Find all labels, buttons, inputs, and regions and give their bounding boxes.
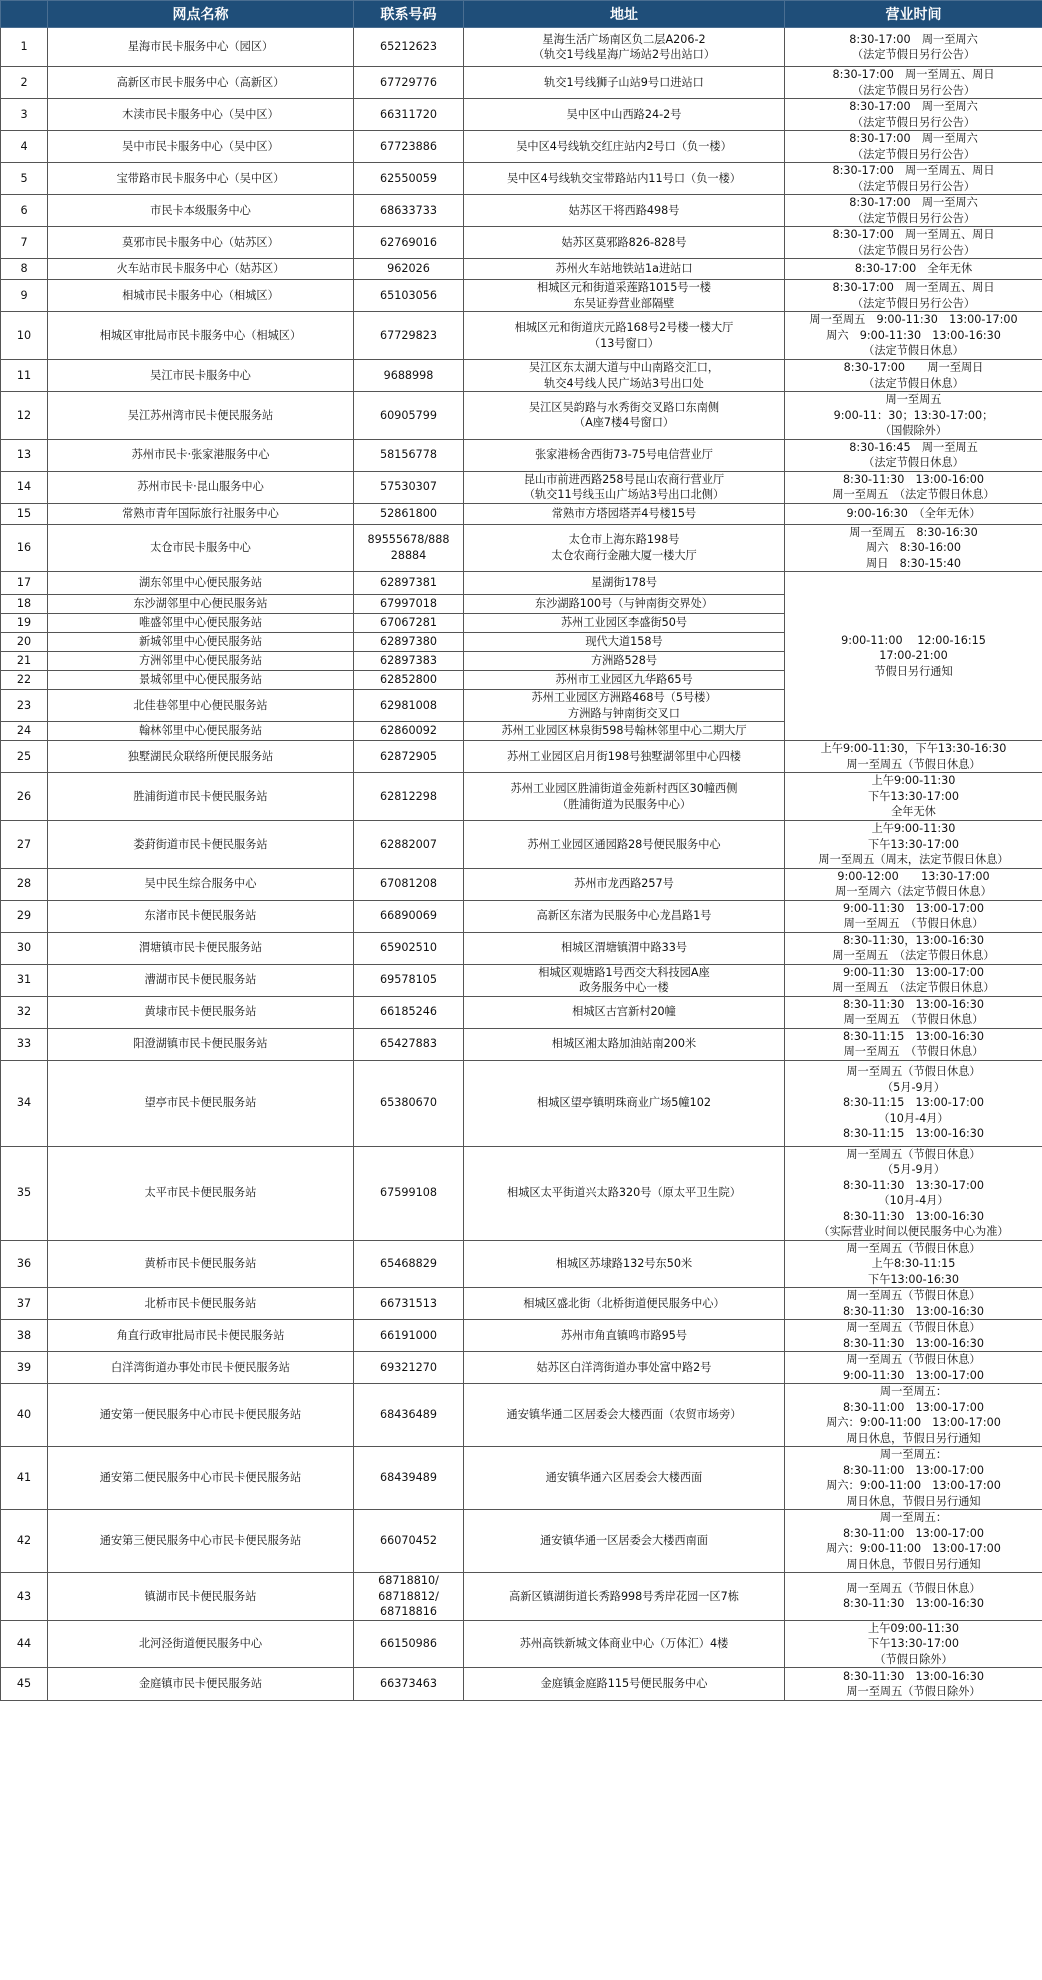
phone-cell: 62981008 bbox=[354, 690, 464, 722]
phone-cell: 89555678/888 28884 bbox=[354, 524, 464, 572]
table-row bbox=[1, 195, 1042, 227]
address-cell: 姑苏区干将西路498号 bbox=[464, 195, 785, 227]
outlet-name-cell: 景城邻里中心便民服务站 bbox=[48, 671, 354, 690]
hours-cell: 8:30-17:00 周一至周五、周日 （法定节假日另行公告） bbox=[785, 227, 1042, 259]
hours-cell: 8:30-17:00 周一至周五、周日 （法定节假日另行公告） bbox=[785, 280, 1042, 312]
row-number-cell: 9 bbox=[1, 280, 48, 312]
outlet-name-cell: 太平市民卡便民服务站 bbox=[48, 1146, 354, 1240]
row-number-cell: 32 bbox=[1, 996, 48, 1028]
outlet-name-cell: 高新区市民卡服务中心（高新区） bbox=[48, 67, 354, 99]
address-cell: 姑苏区莫邪路826-828号 bbox=[464, 227, 785, 259]
header-address: 地址 bbox=[464, 1, 785, 28]
address-cell: 苏州工业园区李盛街50号 bbox=[464, 614, 785, 633]
hours-cell: 8:30-17:00 周一至周日 （法定节假日休息） bbox=[785, 360, 1042, 392]
address-cell: 苏州市角直镇鸣市路95号 bbox=[464, 1320, 785, 1352]
address-cell: 相城区元和街道采莲路1015号一楼 东吴证券营业部隔壁 bbox=[464, 280, 785, 312]
table-row bbox=[1, 964, 1042, 996]
address-cell: 姑苏区白洋湾街道办事处富中路2号 bbox=[464, 1352, 785, 1384]
phone-cell: 60905799 bbox=[354, 392, 464, 440]
hours-cell: 8:30-11:30 13:00-16:30 周一至周五（节假日除外） bbox=[785, 1668, 1042, 1701]
community-hours-cell: 9:00-11:00 12:00-16:15 17:00-21:00 节假日另行通知 bbox=[785, 572, 1042, 741]
table-row bbox=[1, 227, 1042, 259]
hours-cell: 9:00-16:30 （全年无休） bbox=[785, 503, 1042, 524]
phone-cell: 62812298 bbox=[354, 773, 464, 821]
row-number-cell: 43 bbox=[1, 1573, 48, 1621]
row-number-cell: 40 bbox=[1, 1384, 48, 1447]
hours-cell: 8:30-17:00 周一至周五、周日 （法定节假日另行公告） bbox=[785, 67, 1042, 99]
phone-cell: 65212623 bbox=[354, 28, 464, 67]
phone-cell: 65103056 bbox=[354, 280, 464, 312]
table-row bbox=[1, 900, 1042, 932]
outlet-name-cell: 火车站市民卡服务中心（姑苏区） bbox=[48, 259, 354, 280]
row-number-cell: 38 bbox=[1, 1320, 48, 1352]
outlet-name-cell: 吴中市民卡服务中心（吴中区） bbox=[48, 131, 354, 163]
address-cell: 苏州市龙西路257号 bbox=[464, 868, 785, 900]
phone-cell: 57530307 bbox=[354, 471, 464, 503]
phone-cell: 65380670 bbox=[354, 1060, 464, 1146]
address-cell: 通安镇华通二区居委会大楼西面（农贸市场旁） bbox=[464, 1384, 785, 1447]
hours-cell: 8:30-17:00 周一至周六 （法定节假日另行公告） bbox=[785, 195, 1042, 227]
outlet-name-cell: 娄葑街道市民卡便民服务站 bbox=[48, 821, 354, 869]
table-row bbox=[1, 1668, 1042, 1701]
row-number-cell: 2 bbox=[1, 67, 48, 99]
outlet-name-cell: 新城邻里中心便民服务站 bbox=[48, 633, 354, 652]
hours-cell: 周一至周五（节假日休息） 8:30-11:30 13:00-16:30 bbox=[785, 1320, 1042, 1352]
phone-cell: 66191000 bbox=[354, 1320, 464, 1352]
table-row bbox=[1, 1320, 1042, 1352]
hours-cell: 周一至周五 9:00-11:30 13:00-17:00 周六 9:00-11:30 13:00-16:30 （法定节假日休息） bbox=[785, 312, 1042, 360]
hours-cell: 周一至周五： 8:30-11:00 13:00-17:00 周六：9:00-11:00 13:00-17:00 周日休息，节假日另行通知 bbox=[785, 1447, 1042, 1510]
outlet-name-cell: 通安第三便民服务中心市民卡便民服务站 bbox=[48, 1510, 354, 1573]
row-number-cell: 25 bbox=[1, 741, 48, 773]
outlet-name-cell: 苏州市民卡·昆山服务中心 bbox=[48, 471, 354, 503]
row-number-cell: 13 bbox=[1, 439, 48, 471]
outlet-name-cell: 白洋湾街道办事处市民卡便民服务站 bbox=[48, 1352, 354, 1384]
hours-cell: 周一至周五（节假日休息） 8:30-11:30 13:00-16:30 bbox=[785, 1573, 1042, 1621]
phone-cell: 68439489 bbox=[354, 1447, 464, 1510]
hours-cell: 9:00-12:00 13:30-17:00 周一至周六（法定节假日休息） bbox=[785, 868, 1042, 900]
row-number-cell: 35 bbox=[1, 1146, 48, 1240]
hours-cell: 8:30-11:30 13:00-16:00 周一至周五 （法定节假日休息） bbox=[785, 471, 1042, 503]
table-row bbox=[1, 131, 1042, 163]
row-number-cell: 6 bbox=[1, 195, 48, 227]
hours-cell: 周一至周五： 8:30-11:00 13:00-17:00 周六：9:00-11:00 13:00-17:00 周日休息，节假日另行通知 bbox=[785, 1384, 1042, 1447]
row-number-cell: 23 bbox=[1, 690, 48, 722]
phone-cell: 69578105 bbox=[354, 964, 464, 996]
address-cell: 相城区元和街道庆元路168号2号楼一楼大厅 （13号窗口） bbox=[464, 312, 785, 360]
phone-cell: 66070452 bbox=[354, 1510, 464, 1573]
phone-cell: 66731513 bbox=[354, 1288, 464, 1320]
table-body bbox=[1, 28, 1042, 1701]
phone-cell: 67729776 bbox=[354, 67, 464, 99]
address-cell: 吴中区4号线轨交宝带路站内11号口（负一楼） bbox=[464, 163, 785, 195]
outlet-name-cell: 阳澄湖镇市民卡便民服务站 bbox=[48, 1028, 354, 1060]
row-number-cell: 7 bbox=[1, 227, 48, 259]
row-number-cell: 27 bbox=[1, 821, 48, 869]
phone-cell: 69321270 bbox=[354, 1352, 464, 1384]
table-row bbox=[1, 1028, 1042, 1060]
phone-cell: 62852800 bbox=[354, 671, 464, 690]
address-cell: 昆山市前进西路258号昆山农商行营业厅 （轨交11号线玉山广场站3号出口北侧） bbox=[464, 471, 785, 503]
hours-cell: 8:30-11:30 13:00-16:30 周一至周五 （节假日休息） bbox=[785, 996, 1042, 1028]
outlet-name-cell: 渭塘镇市民卡便民服务站 bbox=[48, 932, 354, 964]
row-number-cell: 1 bbox=[1, 28, 48, 67]
row-number-cell: 30 bbox=[1, 932, 48, 964]
row-number-cell: 16 bbox=[1, 524, 48, 572]
hours-cell: 8:30-17:00 周一至周六 （法定节假日另行公告） bbox=[785, 131, 1042, 163]
hours-cell: 8:30-17:00 周一至周六 （法定节假日另行公告） bbox=[785, 28, 1042, 67]
outlet-name-cell: 吴江市民卡服务中心 bbox=[48, 360, 354, 392]
hours-cell: 8:30-17:00 全年无休 bbox=[785, 259, 1042, 280]
outlet-name-cell: 太仓市民卡服务中心 bbox=[48, 524, 354, 572]
hours-cell: 周一至周五（节假日休息） 8:30-11:30 13:00-16:30 bbox=[785, 1288, 1042, 1320]
row-number-cell: 11 bbox=[1, 360, 48, 392]
address-cell: 通安镇华通一区居委会大楼西南面 bbox=[464, 1510, 785, 1573]
table-row bbox=[1, 259, 1042, 280]
outlet-name-cell: 望亭市民卡便民服务站 bbox=[48, 1060, 354, 1146]
hours-cell: 上午9:00-11:30 下午13:30-17:00 全年无休 bbox=[785, 773, 1042, 821]
outlet-name-cell: 木渎市民卡服务中心（吴中区） bbox=[48, 99, 354, 131]
hours-cell: 上午9:00-11:30，下午13:30-16:30 周一至周五（节假日休息） bbox=[785, 741, 1042, 773]
phone-cell: 68436489 bbox=[354, 1384, 464, 1447]
outlet-name-cell: 宝带路市民卡服务中心（吴中区） bbox=[48, 163, 354, 195]
phone-cell: 68633733 bbox=[354, 195, 464, 227]
table-row bbox=[1, 1447, 1042, 1510]
table-row bbox=[1, 280, 1042, 312]
hours-cell: 周一至周五（节假日休息） 9:00-11:30 13:00-17:00 bbox=[785, 1352, 1042, 1384]
table-row bbox=[1, 1146, 1042, 1240]
row-number-cell: 29 bbox=[1, 900, 48, 932]
phone-cell: 67599108 bbox=[354, 1146, 464, 1240]
row-number-cell: 8 bbox=[1, 259, 48, 280]
address-cell: 常熟市方塔园塔弄4号楼15号 bbox=[464, 503, 785, 524]
table-row bbox=[1, 1510, 1042, 1573]
row-number-cell: 45 bbox=[1, 1668, 48, 1701]
outlet-name-cell: 北佳巷邻里中心便民服务站 bbox=[48, 690, 354, 722]
address-cell: 相城区盛北街（北桥街道便民服务中心） bbox=[464, 1288, 785, 1320]
address-cell: 相城区望亭镇明珠商业广场5幢102 bbox=[464, 1060, 785, 1146]
row-number-cell: 34 bbox=[1, 1060, 48, 1146]
address-cell: 苏州市工业园区九华路65号 bbox=[464, 671, 785, 690]
table-row bbox=[1, 163, 1042, 195]
table-row bbox=[1, 392, 1042, 440]
outlet-name-cell: 相城区审批局市民卡服务中心（相城区） bbox=[48, 312, 354, 360]
phone-cell: 62882007 bbox=[354, 821, 464, 869]
hours-cell: 9:00-11:30 13:00-17:00 周一至周五 （节假日休息） bbox=[785, 900, 1042, 932]
table-row bbox=[1, 1240, 1042, 1288]
phone-cell: 65902510 bbox=[354, 932, 464, 964]
phone-cell: 67723886 bbox=[354, 131, 464, 163]
outlet-name-cell: 翰林邻里中心便民服务站 bbox=[48, 722, 354, 741]
address-cell: 方洲路528号 bbox=[464, 652, 785, 671]
table-row bbox=[1, 1288, 1042, 1320]
hours-cell: 周一至周五： 8:30-11:00 13:00-17:00 周六：9:00-11:00 13:00-17:00 周日休息，节假日另行通知 bbox=[785, 1510, 1042, 1573]
phone-cell: 62860092 bbox=[354, 722, 464, 741]
outlet-name-cell: 独墅湖民众联络所便民服务站 bbox=[48, 741, 354, 773]
address-cell: 吴中区4号线轨交红庄站内2号口（负一楼） bbox=[464, 131, 785, 163]
outlet-name-cell: 角直行政审批局市民卡便民服务站 bbox=[48, 1320, 354, 1352]
address-cell: 苏州工业园区通园路28号便民服务中心 bbox=[464, 821, 785, 869]
table-row bbox=[1, 996, 1042, 1028]
address-cell: 相城区渭塘镇渭中路33号 bbox=[464, 932, 785, 964]
row-number-cell: 37 bbox=[1, 1288, 48, 1320]
outlet-name-cell: 黄桥市民卡便民服务站 bbox=[48, 1240, 354, 1288]
hours-cell: 周一至周五（节假日休息） （5月-9月） 8:30-11:15 13:00-17:00 （10月-4月） 8:30-11:15 13:00-16:30 bbox=[785, 1060, 1042, 1146]
outlet-name-cell: 湖东邻里中心便民服务站 bbox=[48, 572, 354, 595]
row-number-cell: 12 bbox=[1, 392, 48, 440]
outlet-name-cell: 唯盛邻里中心便民服务站 bbox=[48, 614, 354, 633]
phone-cell: 67067281 bbox=[354, 614, 464, 633]
outlet-name-cell: 市民卡本级服务中心 bbox=[48, 195, 354, 227]
table-row bbox=[1, 360, 1042, 392]
row-number-cell: 17 bbox=[1, 572, 48, 595]
hours-cell: 8:30-11:15 13:00-16:30 周一至周五 （节假日休息） bbox=[785, 1028, 1042, 1060]
phone-cell: 62550059 bbox=[354, 163, 464, 195]
row-number-cell: 21 bbox=[1, 652, 48, 671]
address-cell: 苏州工业园区启月街198号独墅湖邻里中心四楼 bbox=[464, 741, 785, 773]
phone-cell: 65468829 bbox=[354, 1240, 464, 1288]
address-cell: 金庭镇金庭路115号便民服务中心 bbox=[464, 1668, 785, 1701]
row-number-cell: 33 bbox=[1, 1028, 48, 1060]
header-phone: 联系号码 bbox=[354, 1, 464, 28]
header-outlet-name: 网点名称 bbox=[48, 1, 354, 28]
phone-cell: 62897381 bbox=[354, 572, 464, 595]
hours-cell: 8:30-17:00 周一至周五、周日 （法定节假日另行公告） bbox=[785, 163, 1042, 195]
row-number-cell: 18 bbox=[1, 595, 48, 614]
row-number-cell: 41 bbox=[1, 1447, 48, 1510]
phone-cell: 62769016 bbox=[354, 227, 464, 259]
hours-cell: 上午09:00-11:30 下午13:30-17:00 （节假日除外） bbox=[785, 1620, 1042, 1668]
address-cell: 相城区古宫新村20幢 bbox=[464, 996, 785, 1028]
row-number-cell: 3 bbox=[1, 99, 48, 131]
table-row bbox=[1, 312, 1042, 360]
phone-cell: 65427883 bbox=[354, 1028, 464, 1060]
address-cell: 相城区苏埭路132号东50米 bbox=[464, 1240, 785, 1288]
phone-cell: 52861800 bbox=[354, 503, 464, 524]
header-hours: 营业时间 bbox=[785, 1, 1042, 28]
table-row bbox=[1, 932, 1042, 964]
outlet-name-cell: 吴中民生综合服务中心 bbox=[48, 868, 354, 900]
phone-cell: 66150986 bbox=[354, 1620, 464, 1668]
address-cell: 星湖街178号 bbox=[464, 572, 785, 595]
address-cell: 苏州工业园区林泉街598号翰林邻里中心二期大厅 bbox=[464, 722, 785, 741]
row-number-cell: 31 bbox=[1, 964, 48, 996]
row-number-cell: 19 bbox=[1, 614, 48, 633]
address-cell: 吴江区东太湖大道与中山南路交汇口， 轨交4号线人民广场站3号出口处 bbox=[464, 360, 785, 392]
phone-cell: 67729823 bbox=[354, 312, 464, 360]
address-cell: 相城区湘太路加油站南200米 bbox=[464, 1028, 785, 1060]
hours-cell: 上午9:00-11:30 下午13:30-17:00 周一至周五（周末，法定节假日休息） bbox=[785, 821, 1042, 869]
outlet-name-cell: 苏州市民卡·张家港服务中心 bbox=[48, 439, 354, 471]
address-cell: 苏州火车站地铁站1a进站口 bbox=[464, 259, 785, 280]
hours-cell: 周一至周五 9:00-11：30；13:30-17:00； （国假除外） bbox=[785, 392, 1042, 440]
phone-cell: 68718810/ 68718812/ 68718816 bbox=[354, 1573, 464, 1621]
table-row bbox=[1, 471, 1042, 503]
table-row bbox=[1, 439, 1042, 471]
table-row bbox=[1, 1060, 1042, 1146]
table-row bbox=[1, 1573, 1042, 1621]
hours-cell: 9:00-11:30 13:00-17:00 周一至周五 （法定节假日休息） bbox=[785, 964, 1042, 996]
address-cell: 相城区太平街道兴太路320号（原太平卫生院） bbox=[464, 1146, 785, 1240]
outlet-name-cell: 东沙湖邻里中心便民服务站 bbox=[48, 595, 354, 614]
table-row bbox=[1, 524, 1042, 572]
phone-cell: 66890069 bbox=[354, 900, 464, 932]
row-number-cell: 4 bbox=[1, 131, 48, 163]
outlet-name-cell: 东渚市民卡便民服务站 bbox=[48, 900, 354, 932]
table-row bbox=[1, 1352, 1042, 1384]
address-cell: 苏州工业园区胜浦街道金苑新村西区30幢西侧 （胜浦街道为民服务中心） bbox=[464, 773, 785, 821]
row-number-cell: 14 bbox=[1, 471, 48, 503]
phone-cell: 58156778 bbox=[354, 439, 464, 471]
phone-cell: 9688998 bbox=[354, 360, 464, 392]
address-cell: 吴中区中山西路24-2号 bbox=[464, 99, 785, 131]
outlet-name-cell: 相城市民卡服务中心（相城区） bbox=[48, 280, 354, 312]
address-cell: 苏州工业园区方洲路468号（5号楼） 方洲路与钟南街交叉口 bbox=[464, 690, 785, 722]
hours-cell: 周一至周五（节假日休息） （5月-9月） 8:30-11:30 13:30-17:00 （10月-4月） 8:30-11:30 13:00-16:30 （实际营业时间以便民服务中心为准） bbox=[785, 1146, 1042, 1240]
phone-cell: 62872905 bbox=[354, 741, 464, 773]
row-number-cell: 42 bbox=[1, 1510, 48, 1573]
outlet-name-cell: 方洲邻里中心便民服务站 bbox=[48, 652, 354, 671]
phone-cell: 962026 bbox=[354, 259, 464, 280]
outlet-name-cell: 北桥市民卡便民服务站 bbox=[48, 1288, 354, 1320]
address-cell: 相城区观塘路1号西交大科技园A座 政务服务中心一楼 bbox=[464, 964, 785, 996]
phone-cell: 66311720 bbox=[354, 99, 464, 131]
hours-cell: 周一至周五（节假日休息） 上午8:30-11:15 下午13:00-16:30 bbox=[785, 1240, 1042, 1288]
outlet-name-cell: 通安第二便民服务中心市民卡便民服务站 bbox=[48, 1447, 354, 1510]
phone-cell: 67997018 bbox=[354, 595, 464, 614]
row-number-cell: 28 bbox=[1, 868, 48, 900]
address-cell: 东沙湖路100号（与钟南街交界处） bbox=[464, 595, 785, 614]
address-cell: 星海生活广场南区负二层A206-2 （轨交1号线星海广场站2号出站口） bbox=[464, 28, 785, 67]
outlet-name-cell: 吴江苏州湾市民卡便民服务站 bbox=[48, 392, 354, 440]
hours-cell: 周一至周五 8:30-16:30 周六 8:30-16:00 周日 8:30-15:40 bbox=[785, 524, 1042, 572]
outlet-name-cell: 黄埭市民卡便民服务站 bbox=[48, 996, 354, 1028]
row-number-cell: 44 bbox=[1, 1620, 48, 1668]
table-row bbox=[1, 773, 1042, 821]
row-number-cell: 5 bbox=[1, 163, 48, 195]
address-cell: 高新区镇湖街道长秀路998号秀岸花园一区7栋 bbox=[464, 1573, 785, 1621]
table-row bbox=[1, 99, 1042, 131]
outlet-name-cell: 金庭镇市民卡便民服务站 bbox=[48, 1668, 354, 1701]
row-number-cell: 20 bbox=[1, 633, 48, 652]
address-cell: 吴江区吴韵路与水秀街交叉路口东南侧 （A座7楼4号窗口） bbox=[464, 392, 785, 440]
outlet-name-cell: 镇湖市民卡便民服务站 bbox=[48, 1573, 354, 1621]
phone-cell: 67081208 bbox=[354, 868, 464, 900]
row-number-cell: 15 bbox=[1, 503, 48, 524]
hours-cell: 8:30-11:30，13:00-16:30 周一至周五 （法定节假日休息） bbox=[785, 932, 1042, 964]
header-no bbox=[1, 1, 48, 28]
address-cell: 通安镇华通六区居委会大楼西面 bbox=[464, 1447, 785, 1510]
outlet-name-cell: 常熟市青年国际旅行社服务中心 bbox=[48, 503, 354, 524]
table-row bbox=[1, 572, 1042, 595]
row-number-cell: 10 bbox=[1, 312, 48, 360]
phone-cell: 62897383 bbox=[354, 652, 464, 671]
row-number-cell: 39 bbox=[1, 1352, 48, 1384]
table-row bbox=[1, 67, 1042, 99]
outlet-name-cell: 莫邪市民卡服务中心（姑苏区） bbox=[48, 227, 354, 259]
row-number-cell: 26 bbox=[1, 773, 48, 821]
address-cell: 苏州高铁新城文体商业中心（万体汇）4楼 bbox=[464, 1620, 785, 1668]
header-row bbox=[1, 1, 1042, 28]
row-number-cell: 24 bbox=[1, 722, 48, 741]
address-cell: 张家港杨舍西街73-75号电信营业厅 bbox=[464, 439, 785, 471]
address-cell: 轨交1号线狮子山站9号口进站口 bbox=[464, 67, 785, 99]
table-row bbox=[1, 1620, 1042, 1668]
address-cell: 高新区东渚为民服务中心龙昌路1号 bbox=[464, 900, 785, 932]
row-number-cell: 22 bbox=[1, 671, 48, 690]
table-row bbox=[1, 821, 1042, 869]
table-row bbox=[1, 1384, 1042, 1447]
phone-cell: 66373463 bbox=[354, 1668, 464, 1701]
table-row bbox=[1, 503, 1042, 524]
outlet-name-cell: 星海市民卡服务中心（园区） bbox=[48, 28, 354, 67]
table-row bbox=[1, 28, 1042, 67]
phone-cell: 66185246 bbox=[354, 996, 464, 1028]
hours-cell: 8:30-16:45 周一至周五 （法定节假日休息） bbox=[785, 439, 1042, 471]
hours-cell: 8:30-17:00 周一至周六 （法定节假日另行公告） bbox=[785, 99, 1042, 131]
row-number-cell: 36 bbox=[1, 1240, 48, 1288]
outlet-name-cell: 北河泾街道便民服务中心 bbox=[48, 1620, 354, 1668]
address-cell: 太仓市上海东路198号 太仓农商行金融大厦一楼大厅 bbox=[464, 524, 785, 572]
outlet-name-cell: 漕湖市民卡便民服务站 bbox=[48, 964, 354, 996]
table-row bbox=[1, 741, 1042, 773]
table-row bbox=[1, 868, 1042, 900]
address-cell: 现代大道158号 bbox=[464, 633, 785, 652]
outlet-name-cell: 胜浦街道市民卡便民服务站 bbox=[48, 773, 354, 821]
phone-cell: 62897380 bbox=[354, 633, 464, 652]
outlet-name-cell: 通安第一便民服务中心市民卡便民服务站 bbox=[48, 1384, 354, 1447]
